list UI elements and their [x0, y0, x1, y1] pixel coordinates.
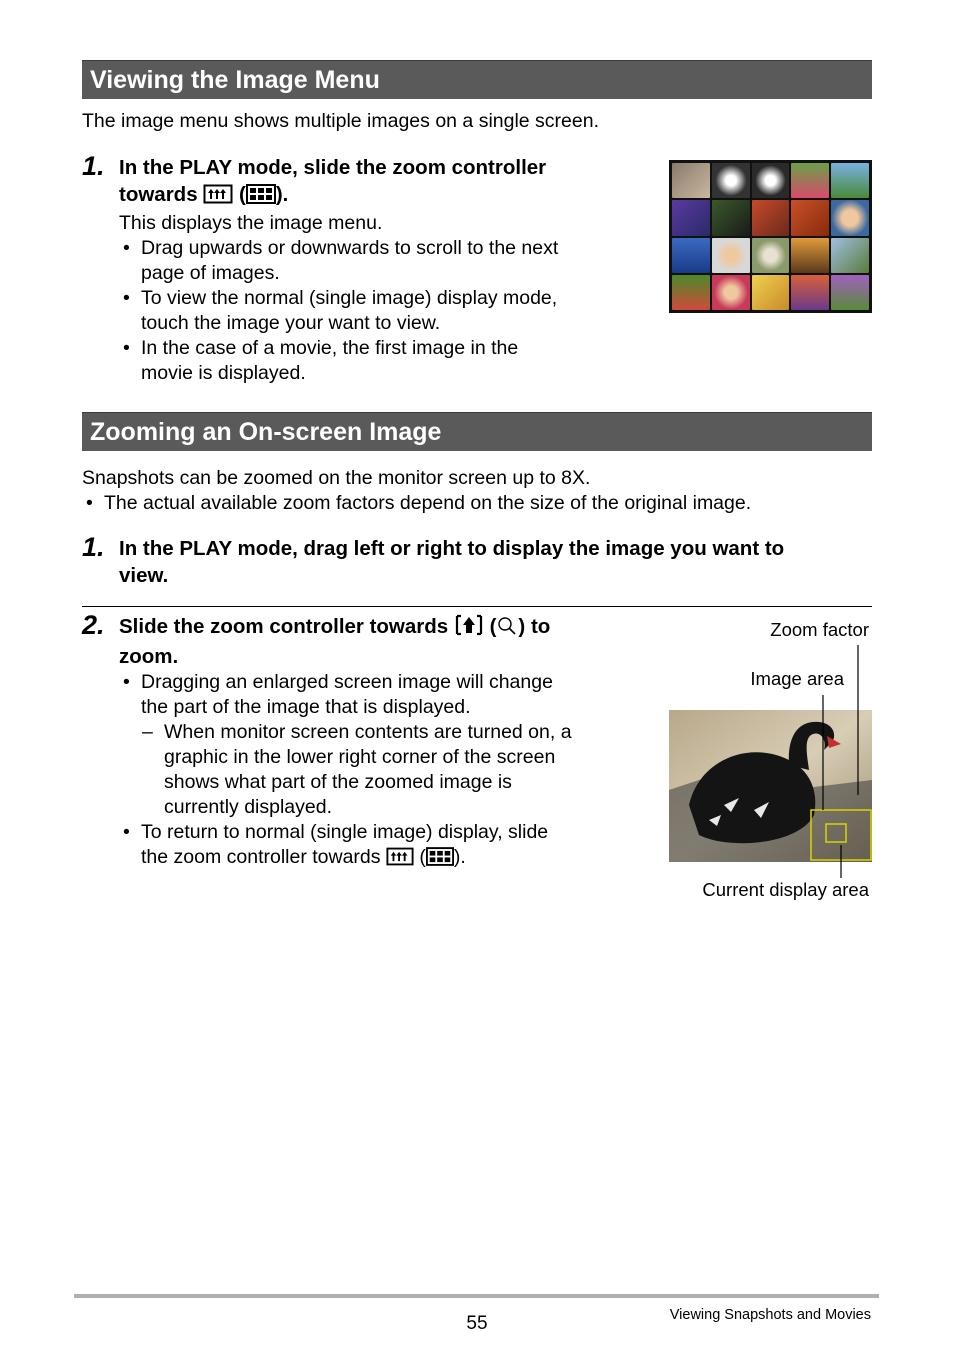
- step-number: 2.: [82, 610, 105, 640]
- thumbnail: [672, 238, 710, 273]
- bullet-line: In the case of a movie, the first image in the: [141, 337, 519, 359]
- bullet-line: currently displayed.: [164, 796, 332, 818]
- bullet-line: [141, 845, 548, 873]
- thumbnail: [752, 200, 790, 235]
- thumbnail: [791, 238, 829, 273]
- wide-zoom-icon: [203, 184, 233, 211]
- thumbnail: [791, 200, 829, 235]
- step-line: In the PLAY mode, slide the zoom controller: [119, 156, 547, 179]
- step-description: This displays the image menu.: [119, 212, 383, 234]
- step-text-fragment: Slide the zoom controller towards: [119, 615, 449, 638]
- thumbnail: [791, 275, 829, 310]
- tele-zoom-icon: [454, 614, 484, 643]
- step-number: 1.: [82, 151, 105, 181]
- bullet-line: Dragging an enlarged screen image will change: [141, 671, 553, 693]
- thumbnail: [752, 275, 790, 310]
- bullet-item: • The actual available zoom factors depend on the size of the original image.: [86, 492, 752, 514]
- callout-current-display-area: Current display area: [702, 879, 869, 900]
- bullet-line: touch the image your want to view.: [141, 312, 441, 334]
- bullet-line: graphic in the lower right corner of the screen: [164, 746, 556, 768]
- step-instruction: [119, 154, 639, 211]
- bullet-line: Drag upwards or downwards to scroll to the next: [141, 237, 559, 259]
- bullet-text-fragment: ).: [453, 846, 466, 868]
- magnifier-icon: [496, 616, 518, 643]
- thumbnail: [831, 163, 869, 198]
- bullet-item: • Drag upwards or downwards to scroll to the next page of images.: [123, 237, 559, 284]
- bullet-line: The actual available zoom factors depend on the size of the original image.: [104, 492, 752, 514]
- step-number: 1.: [82, 532, 105, 562]
- bullet-text-fragment: the zoom controller towards: [141, 846, 381, 868]
- image-menu-intro: The image menu shows multiple images on a single screen.: [82, 110, 600, 132]
- thumbnail: [752, 238, 790, 273]
- zoom-intro: Snapshots can be zoomed on the monitor screen up to 8X.: [82, 467, 591, 489]
- bullet-line: To view the normal (single image) display mode,: [141, 287, 558, 309]
- image-menu-screenshot: [669, 160, 872, 313]
- step-line: In the PLAY mode, drag left or right to display the image you want to: [119, 537, 785, 560]
- bullet-line: To return to normal (single image) display, slide: [141, 821, 549, 843]
- bullet-text-fragment: (: [419, 846, 426, 868]
- bullet-line: shows what part of the zoomed image is: [164, 771, 512, 793]
- thumbnail: [831, 238, 869, 273]
- step-line: [119, 181, 639, 211]
- step-text-fragment: towards: [119, 183, 198, 206]
- thumbnail: [672, 163, 710, 198]
- bullet-line: When monitor screen contents are turned on, a: [164, 721, 572, 743]
- thumbnail: [712, 275, 750, 310]
- step-text-fragment: (: [489, 615, 497, 638]
- image-menu-grid-icon: [426, 847, 454, 873]
- step-line: view.: [119, 564, 169, 587]
- thumbnail: [752, 163, 790, 198]
- bullet-line: page of images.: [141, 262, 280, 284]
- bullet-item: • To view the normal (single image) display mode, touch the image your want to view.: [123, 287, 558, 334]
- thumbnail: [712, 200, 750, 235]
- thumbnail: [791, 163, 829, 198]
- step-text-fragment: ).: [275, 183, 289, 206]
- thumbnail: [831, 200, 869, 235]
- section-heading-zooming: Zooming an On-screen Image: [82, 412, 872, 451]
- page-number: 55: [466, 1313, 488, 1334]
- footer-section-title: Viewing Snapshots and Movies: [669, 1307, 871, 1323]
- thumbnail: [672, 200, 710, 235]
- thumbnail: [712, 238, 750, 273]
- step-text-fragment: (: [239, 183, 246, 206]
- step-instruction: [119, 613, 639, 670]
- callout-image-area: Image area: [750, 668, 844, 689]
- thumbnail: [672, 275, 710, 310]
- step-divider: [82, 606, 872, 607]
- step-line: zoom.: [119, 645, 179, 668]
- zoomed-image-illustration: [669, 640, 873, 880]
- section-heading-image-menu: Viewing the Image Menu: [82, 60, 872, 99]
- thumbnail: [712, 163, 750, 198]
- thumbnail: [831, 275, 869, 310]
- step-instruction: [119, 535, 879, 589]
- step-line: [119, 613, 639, 643]
- bullet-line: movie is displayed.: [141, 362, 306, 384]
- bullet-item: • To return to normal (single image) display, slide the zoom controller towards ( ).: [141, 820, 548, 873]
- bullet-item: • Dragging an enlarged screen image will change the part of the image that is displayed.: [123, 671, 553, 718]
- bullet-item: • In the case of a movie, the first image in the movie is displayed.: [123, 337, 519, 384]
- sub-bullet-item: – When monitor screen contents are turned on, a graphic in the lower right corner of the screen shows what part of the zoomed image is currently displayed.: [142, 721, 572, 818]
- image-menu-grid-icon: [246, 184, 276, 211]
- footer-rule: [74, 1294, 879, 1298]
- bullet-line: the part of the image that is displayed.: [141, 696, 471, 718]
- callout-zoom-factor: Zoom factor: [770, 619, 869, 640]
- wide-zoom-icon: [386, 847, 414, 873]
- step-text-fragment: ) to: [518, 615, 551, 638]
